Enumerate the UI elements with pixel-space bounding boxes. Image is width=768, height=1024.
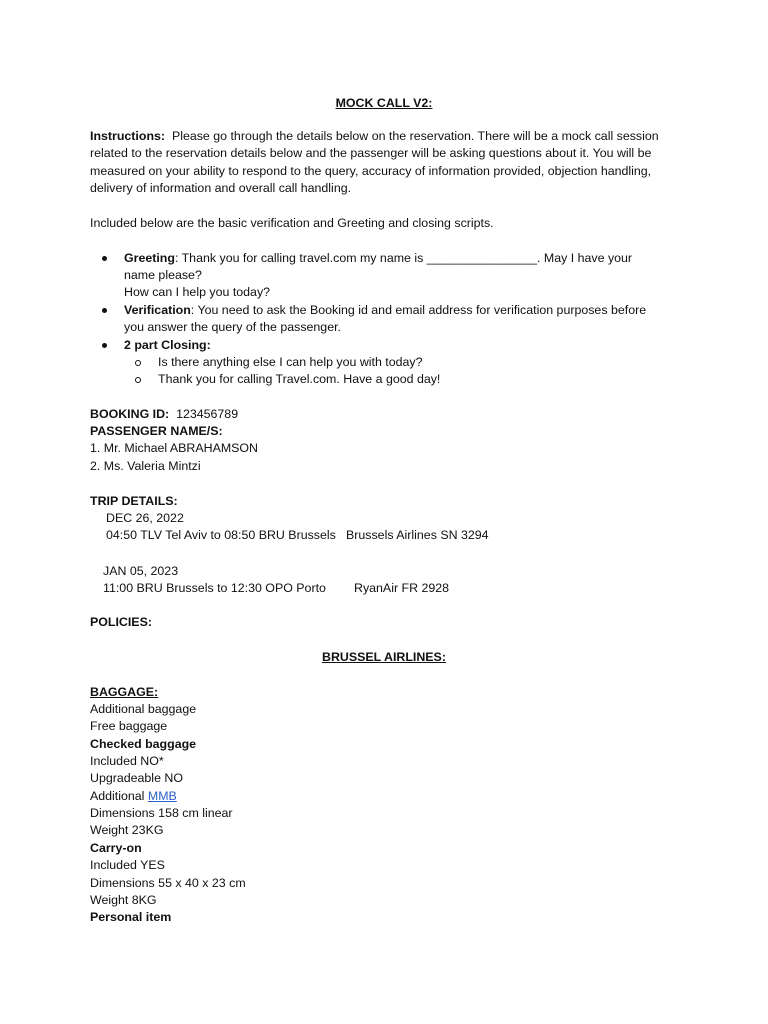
instructions-line-2: related to the reservation details below and the passenger will be asking questions about it. You will be xyxy=(90,146,652,161)
greeting-text: : Thank you for calling travel.com my name is ________________. May I have your xyxy=(174,251,633,265)
included-note: Included below are the basic verification and Greeting and closing scripts. xyxy=(90,216,494,230)
bullet-verification xyxy=(102,308,107,313)
sub-bullet-closing-1 xyxy=(135,360,141,366)
booking-id-value: 123456789 xyxy=(176,407,239,421)
booking-id-line xyxy=(90,406,238,423)
instructions-label: Instructions: xyxy=(90,129,166,143)
greeting-line-2: name please? xyxy=(124,268,202,282)
checked-included: Included NO* xyxy=(90,754,164,768)
airline-heading: BRUSSEL AIRLINES: xyxy=(322,650,446,664)
booking-id-label: BOOKING ID: xyxy=(90,407,170,421)
greeting-line-1 xyxy=(124,250,632,267)
sub-bullet-closing-2 xyxy=(135,377,141,383)
carry-on-dimensions: Dimensions 55 x 40 x 23 cm xyxy=(90,876,246,890)
closing-item-1: Is there anything else I can help you with today? xyxy=(158,355,423,369)
greeting-line-3: How can I help you today? xyxy=(124,285,271,299)
verification-line-1 xyxy=(124,302,646,319)
carry-on-label: Carry-on xyxy=(90,841,142,855)
checked-additional-prefix: Additional xyxy=(90,789,148,803)
segment-1-date: DEC 26, 2022 xyxy=(106,511,184,525)
instructions-line-4: delivery of information and overall call handling. xyxy=(90,181,352,196)
passenger-2: 2. Ms. Valeria Mintzi xyxy=(90,459,201,473)
carry-on-included: Included YES xyxy=(90,858,165,872)
segment-1-route: 04:50 TLV Tel Aviv to 08:50 BRU Brussels xyxy=(106,528,336,542)
segment-2-carrier: RyanAir FR 2928 xyxy=(354,581,450,595)
verification-text: : You need to ask the Booking id and email address for verification purposes before xyxy=(190,303,647,317)
checked-additional xyxy=(90,788,177,805)
checked-dimensions: Dimensions 158 cm linear xyxy=(90,806,233,820)
closing-item-2: Thank you for calling Travel.com. Have a good day! xyxy=(158,372,441,386)
verification-line-2: you answer the query of the passenger. xyxy=(124,320,341,334)
free-baggage: Free baggage xyxy=(90,719,168,733)
bullet-greeting xyxy=(102,256,107,261)
trip-details-label: TRIP DETAILS: xyxy=(90,494,178,508)
additional-baggage: Additional baggage xyxy=(90,702,197,716)
verification-label: Verification xyxy=(124,303,191,317)
checked-baggage-label: Checked baggage xyxy=(90,737,197,751)
carry-on-weight: Weight 8KG xyxy=(90,893,157,907)
instructions-line-1: Please go through the details below on the reservation. There will be a mock call session xyxy=(171,129,659,143)
personal-item-label: Personal item xyxy=(90,910,172,924)
checked-weight: Weight 23KG xyxy=(90,823,164,837)
segment-1-carrier: Brussels Airlines SN 3294 xyxy=(346,528,489,542)
policies-label: POLICIES: xyxy=(90,615,152,629)
segment-2-date: JAN 05, 2023 xyxy=(103,564,179,578)
segment-2-route: 11:00 BRU Brussels to 12:30 OPO Porto xyxy=(103,581,326,595)
instructions-paragraph xyxy=(90,128,690,198)
closing-label: 2 part Closing: xyxy=(124,338,211,352)
checked-upgradeable: Upgradeable NO xyxy=(90,771,183,785)
baggage-label: BAGGAGE: xyxy=(90,685,159,699)
bullet-closing xyxy=(102,343,107,348)
passenger-names-label: PASSENGER NAME/S: xyxy=(90,424,223,438)
page-title: MOCK CALL V2: xyxy=(335,96,433,110)
mmb-link[interactable]: MMB xyxy=(147,789,177,803)
passenger-1: 1. Mr. Michael ABRAHAMSON xyxy=(90,441,259,455)
instructions-line-3: measured on your ability to respond to the query, accuracy of information provided, objection handling, xyxy=(90,163,652,178)
greeting-label: Greeting xyxy=(124,251,175,265)
